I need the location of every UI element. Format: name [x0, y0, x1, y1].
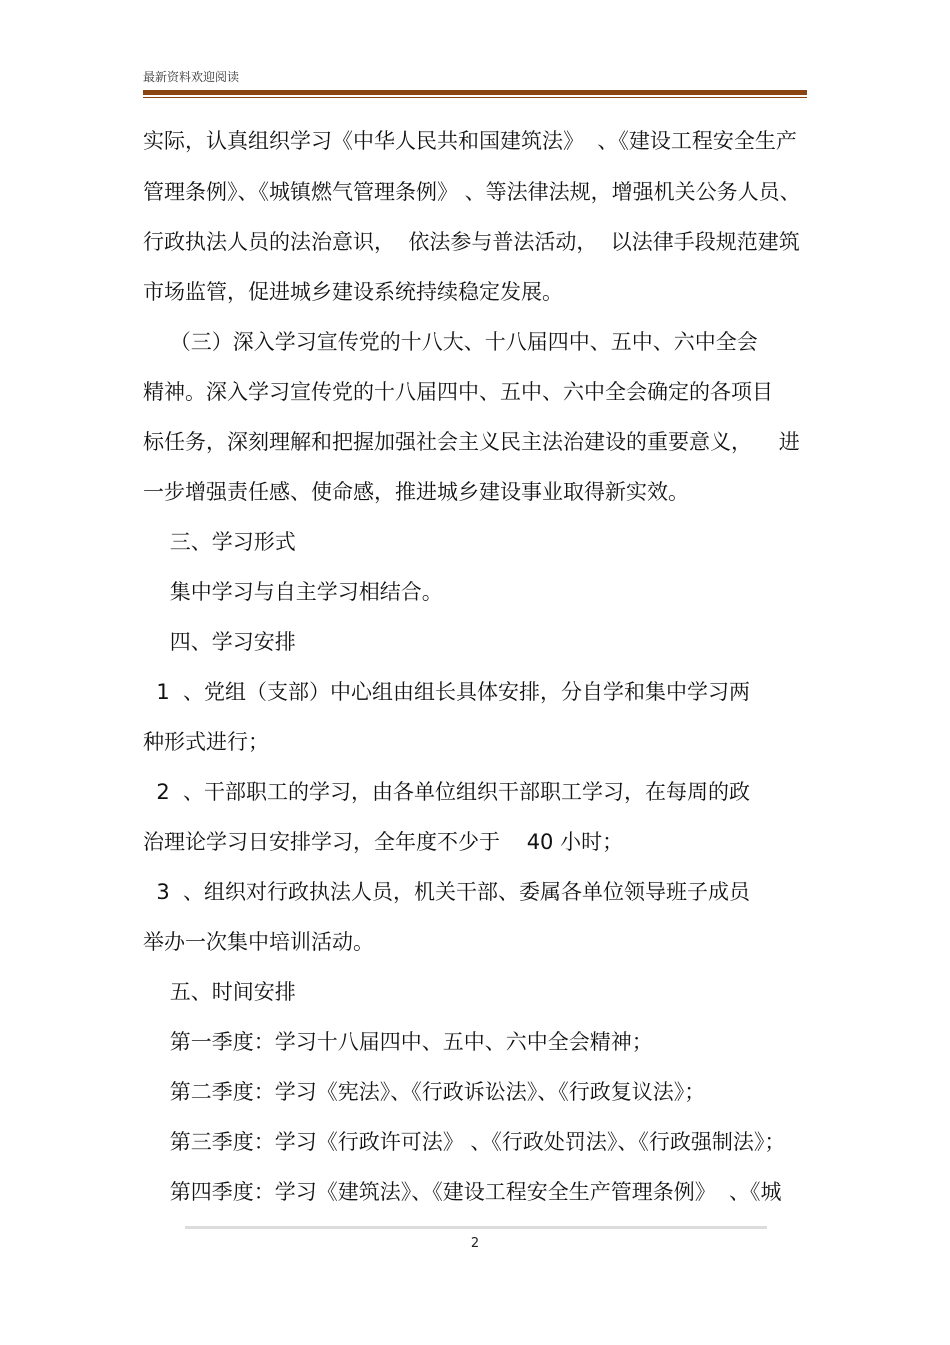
- schedule-item: 第一季度：学习十八届四中、五中、六中全会精神；: [143, 1030, 653, 1054]
- section-heading: 五、时间安排: [143, 980, 296, 1004]
- body-line: 行政执法人员的法治意识， 依法参与普法活动， 以法律手段规范建筑: [143, 230, 800, 254]
- schedule-item: 第二季度：学习《宪法》、《行政诉讼法》、《行政复议法》；: [143, 1080, 706, 1104]
- body-line: 市场监管，促进城乡建设系统持续稳定发展。: [143, 280, 563, 304]
- footer-rule: [185, 1226, 767, 1229]
- body-line: 一步增强责任感、使命感，推进城乡建设事业取得新实效。: [143, 480, 689, 504]
- schedule-item: 第四季度：学习《建筑法》、《建设工程安全生产管理条例》 、《城: [143, 1180, 782, 1204]
- body-line: 标任务，深刻理解和把握加强社会主义民主法治建设的重要意义， 进: [143, 430, 800, 454]
- section-heading: 四、学习安排: [143, 630, 296, 654]
- body-line: 管理条例》、《城镇燃气管理条例》 、等法律法规，增强机关公务人员、: [143, 180, 801, 204]
- list-item: 3 、组织对行政执法人员，机关干部、委属各单位领导班子成员: [143, 880, 751, 904]
- body-line: （三）深入学习宣传党的十八大、十八届四中、五中、六中全会: [143, 330, 758, 354]
- body-line: 集中学习与自主学习相结合。: [143, 580, 443, 604]
- body-line: 治理论学习日安排学习，全年度不少于 40 小时；: [143, 830, 624, 854]
- list-item: 1 、党组（支部）中心组由组长具体安排，分自学和集中学习两: [143, 680, 751, 704]
- body-line: 精神。深入学习宣传党的十八届四中、五中、六中全会确定的各项目: [143, 380, 773, 404]
- page-number: 2: [470, 1236, 480, 1251]
- header-rule: [143, 90, 807, 95]
- body-line: 种形式进行；: [143, 730, 269, 754]
- list-item: 2 、干部职工的学习，由各单位组织干部职工学习，在每周的政: [143, 780, 751, 804]
- header-rule-thin: [143, 97, 807, 98]
- page-header: 最新资料欢迎阅读: [143, 70, 240, 84]
- body-line: 举办一次集中培训活动。: [143, 930, 374, 954]
- schedule-item: 第三季度：学习《行政许可法》 、《行政处罚法》、《行政强制法》；: [143, 1130, 786, 1154]
- section-heading: 三、学习形式: [143, 530, 296, 554]
- body-line: 实际，认真组织学习《中华人民共和国建筑法》 、《建设工程安全生产: [143, 129, 797, 153]
